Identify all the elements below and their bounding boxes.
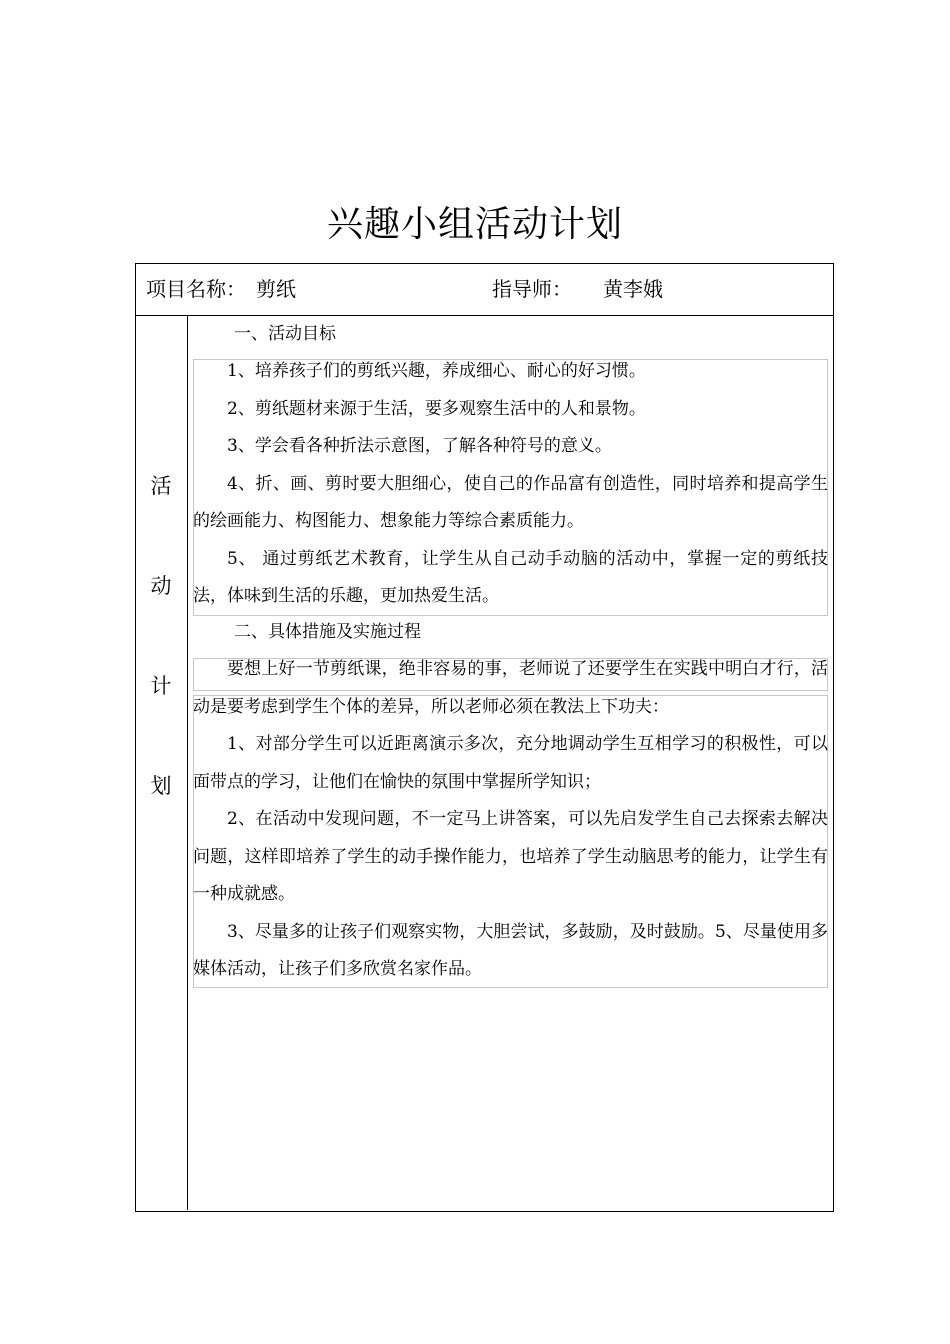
measure-item: 1、对部分学生可以近距离演示多次，充分地调动学生互相学习的积极性，可以面带点的学习，让他们在愉快的氛围中掌握所学知识； <box>193 734 828 792</box>
goal-item: 4、折、画、剪时要大胆细心，使自己的作品富有创造性，同时培养和提高学生的绘画能力、构图能力、想象能力等综合素质能力。 <box>193 473 828 531</box>
project-label: 项目名称： <box>146 277 246 301</box>
plan-table <box>135 263 834 1212</box>
teacher-value: 黄李娥 <box>603 277 663 301</box>
side-label-char: 划 <box>150 774 172 798</box>
measure-item: 2、在活动中发现问题，不一定马上讲答案，可以先启发学生自己去探索去解决问题，这样即培养了学生的动手操作能力，也培养了学生动脑思考的能力，让学生有一种成就感。 <box>193 809 828 904</box>
header-row <box>136 264 833 316</box>
page-title: 兴趣小组活动计划 <box>326 204 623 245</box>
measures-intro: 要想上好一节剪纸课，绝非容易的事，老师说了还要学生在实践中明白才行，活动是要考虑到学生个体的差异，所以老师必须在教法上下功夫： <box>193 659 828 717</box>
side-label-char: 计 <box>150 674 172 698</box>
side-label-char: 活 <box>150 474 172 498</box>
goal-item: 1、培养孩子们的剪纸兴趣，养成细心、耐心的好习惯。 <box>227 361 646 381</box>
goal-item: 3、学会看各种折法示意图，了解各种符号的意义。 <box>227 436 612 456</box>
project-value: 剪纸 <box>256 277 296 301</box>
section2-heading: 二、具体措施及实施过程 <box>234 622 421 642</box>
section1-heading: 一、活动目标 <box>234 324 336 344</box>
side-label-column <box>136 316 188 1210</box>
measure-item: 3、尽量多的让孩子们观察实物，大胆尝试，多鼓励，及时鼓励。5、尽量使用多媒体活动，让孩子们多欣赏名家作品。 <box>193 921 828 979</box>
plan-content <box>188 316 833 1210</box>
teacher-label: 指导师： <box>492 277 572 301</box>
goal-item: 2、剪纸题材来源于生活，要多观察生活中的人和景物。 <box>227 398 646 419</box>
side-label-char: 动 <box>150 574 172 598</box>
goal-item: 5、 通过剪纸艺术教育，让学生从自己动手动脑的活动中，掌握一定的剪纸技法，体味到生活的乐趣，更加热爱生活。 <box>193 548 828 606</box>
